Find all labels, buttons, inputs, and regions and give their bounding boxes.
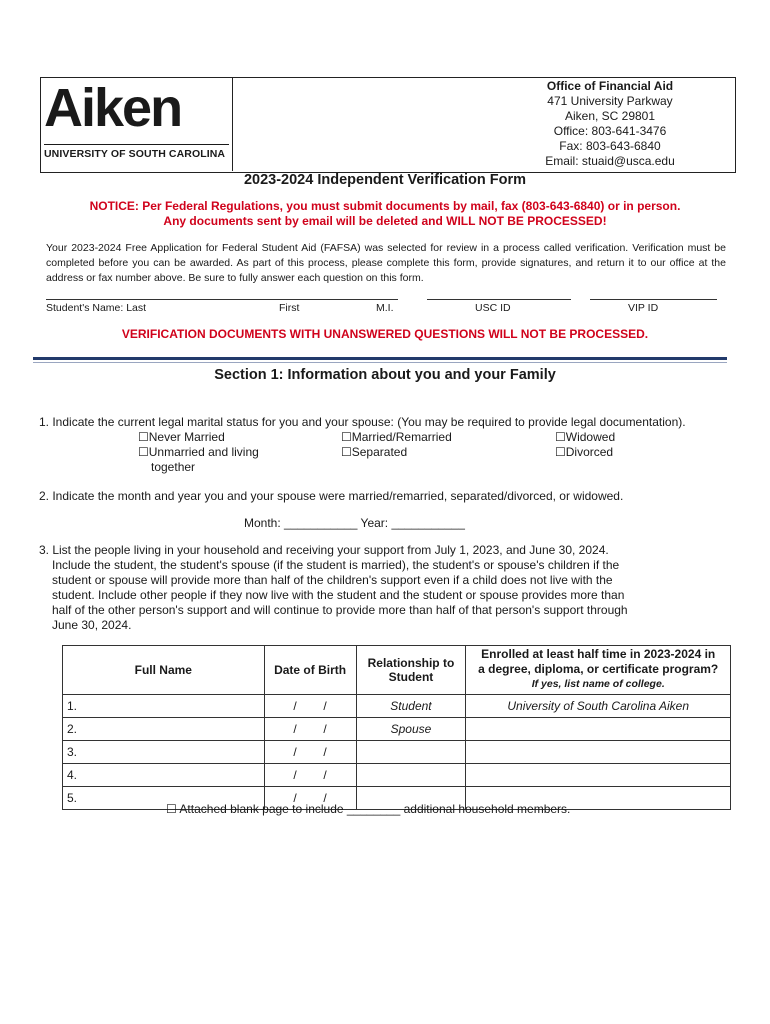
label-first-name: First xyxy=(279,302,300,314)
checkbox-attached-page[interactable]: ☐ Attached blank page to include ________ additional household members. xyxy=(166,802,571,816)
row-4-name[interactable]: 4. xyxy=(63,764,265,787)
form-title: 2023-2024 Independent Verification Form xyxy=(243,172,527,188)
label-last-name: Student's Name: Last xyxy=(46,302,147,314)
office-address xyxy=(510,79,710,169)
row-1-name[interactable]: 1. xyxy=(63,695,265,718)
question-1: 1. Indicate the current legal marital status for you and your spouse: (You may be required to provide legal documentation). xyxy=(39,415,686,429)
section-divider-shadow xyxy=(33,362,727,363)
office-fax: Fax: 803-643-6840 xyxy=(559,139,661,153)
notice-line-1: NOTICE: Per Federal Regulations, you must submit documents by mail, fax (803-643-6840) or in person. xyxy=(89,199,681,213)
question-3-line-4: student. Include other people if they now live with the student and the student or spouse provides more than xyxy=(52,588,625,602)
question-2: 2. Indicate the month and year you and your spouse were married/remarried, separated/divorced, or widowed. xyxy=(39,489,624,503)
row-4-college[interactable] xyxy=(466,764,731,787)
label-middle-initial: M.I. xyxy=(376,302,394,314)
office-name: Office of Financial Aid xyxy=(546,79,674,93)
row-1-dob[interactable]: / / xyxy=(264,695,356,718)
row-1-relationship[interactable]: Student xyxy=(356,695,466,718)
question-3-line-6: June 30, 2024. xyxy=(52,618,132,632)
notice-line-2: Any documents sent by email will be deleted and WILL NOT BE PROCESSED! xyxy=(163,214,607,228)
label-vip-id: VIP ID xyxy=(628,302,659,314)
checkbox-never-married[interactable]: ☐Never Married xyxy=(138,430,225,444)
table-row xyxy=(63,718,731,741)
intro-paragraph: Your 2023-2024 Free Application for Federal Student Aid (FAFSA) was selected for review in a process called verification. Verification must be completed before you can be awarded. As part of this process, please complete this form, provide signatures, and return it to our office at the address or fax number above. Be sure to fully answer each question on this form. xyxy=(46,242,726,284)
logo-underline xyxy=(44,144,229,145)
header-date-of-birth: Date of Birth xyxy=(264,646,356,695)
header-divider xyxy=(232,77,233,171)
section-1-title: Section 1: Information about you and your Family xyxy=(214,367,556,383)
usc-id-line[interactable] xyxy=(427,299,571,300)
row-3-name[interactable]: 3. xyxy=(63,741,265,764)
label-usc-id: USC ID xyxy=(475,302,511,314)
header-enrolled-line-3: If yes, list name of college. xyxy=(531,678,665,690)
question-3-line-3: student or spouse will provide more than half of the children's support even if a child does not live with the xyxy=(52,573,613,587)
row-2-relationship[interactable]: Spouse xyxy=(356,718,466,741)
question-3-line-5: half of the other person's support and will continue to provide more than half of that person's support through xyxy=(52,603,628,617)
office-city: Aiken, SC 29801 xyxy=(564,109,656,123)
table-row xyxy=(63,741,731,764)
student-name-line[interactable] xyxy=(46,299,398,300)
row-2-name[interactable]: 2. xyxy=(63,718,265,741)
section-divider xyxy=(33,357,727,360)
checkbox-widowed[interactable]: ☐Widowed xyxy=(555,430,616,444)
office-phone: Office: 803-641-3476 xyxy=(553,124,667,138)
row-3-college[interactable] xyxy=(466,741,731,764)
household-table xyxy=(62,645,731,810)
checkbox-separated[interactable]: ☐Separated xyxy=(341,445,408,459)
month-year-field[interactable]: Month: ___________ Year: ___________ xyxy=(244,516,465,530)
row-3-relationship[interactable] xyxy=(356,741,466,764)
row-5-name[interactable]: 5. xyxy=(63,787,265,810)
row-4-dob[interactable]: / / xyxy=(264,764,356,787)
table-row xyxy=(63,764,731,787)
row-4-relationship[interactable] xyxy=(356,764,466,787)
header-enrolled xyxy=(466,646,731,695)
header-full-name: Full Name xyxy=(63,646,265,695)
header-enrolled-line-2: a degree, diploma, or certificate program? xyxy=(478,662,719,676)
question-3-line-1: 3. List the people living in your household and receiving your support from July 1, 2023, and June 30, 2024. xyxy=(39,543,609,557)
aiken-logo xyxy=(44,77,181,139)
row-2-dob[interactable]: / / xyxy=(264,718,356,741)
table-row xyxy=(63,695,731,718)
table-header-row xyxy=(63,646,731,695)
checkbox-divorced[interactable]: ☐Divorced xyxy=(555,445,614,459)
row-5-dob[interactable]: / / xyxy=(264,787,356,810)
question-3 xyxy=(39,543,739,633)
row-2-college[interactable] xyxy=(466,718,731,741)
unanswered-warning: VERIFICATION DOCUMENTS WITH UNANSWERED QUESTIONS WILL NOT BE PROCESSED. xyxy=(121,327,649,341)
checkbox-married-remarried[interactable]: ☐Married/Remarried xyxy=(341,430,452,444)
row-3-dob[interactable]: / / xyxy=(264,741,356,764)
office-email: Email: stuaid@usca.edu xyxy=(545,154,675,168)
row-1-college[interactable]: University of South Carolina Aiken xyxy=(466,695,731,718)
office-street: 471 University Parkway xyxy=(547,94,673,108)
question-3-line-2: Include the student, the student's spouse (if the student is married), the student's or spouse's children if the xyxy=(52,558,620,572)
checkbox-unmarried-label-cont: together xyxy=(151,460,196,474)
logo-wordmark: Aiken xyxy=(44,78,182,138)
header-enrolled-line-1: Enrolled at least half time in 2023-2024 in xyxy=(481,647,716,661)
vip-id-line[interactable] xyxy=(590,299,717,300)
logo-subtitle: UNIVERSITY OF SOUTH CAROLINA xyxy=(44,148,226,160)
header-relationship: Relationship to Student xyxy=(356,646,466,695)
checkbox-unmarried-living-together[interactable]: ☐Unmarried and living xyxy=(138,445,259,459)
